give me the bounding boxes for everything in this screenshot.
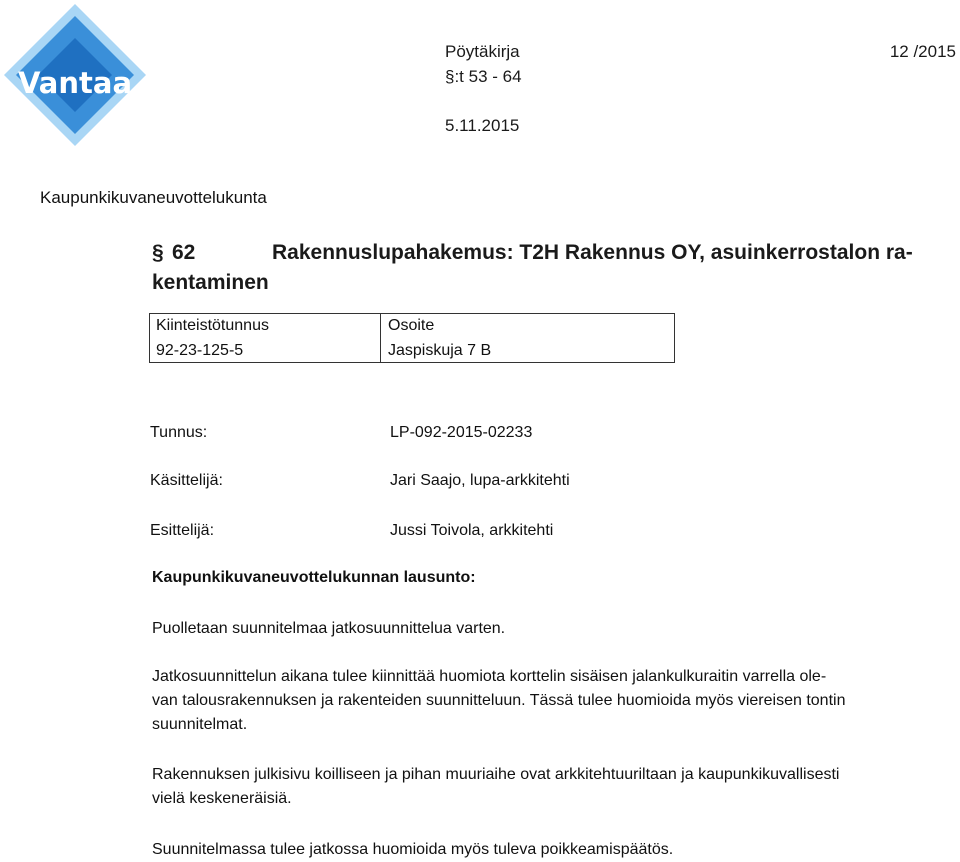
detail-value-handler: Jari Saajo, lupa-arkkitehti [390, 472, 570, 489]
document-date: 5.11.2015 [445, 116, 520, 135]
section-number: 62 [172, 241, 196, 264]
section-title-text: Rakennuslupahakemus: T2H Rakennus OY, asuinkerrostalon ra- [272, 241, 913, 264]
paragraph-line: van talousrakennuksen ja rakenteiden suunnitteluun. Tässä tulee huomioida myös viereisen tontin [152, 692, 846, 709]
paragraph-line: suunnitelmat. [152, 716, 248, 733]
table-cell-address: Jaspiskuja 7 B [388, 342, 492, 359]
table-divider [380, 314, 381, 362]
vantaa-logo [0, 0, 150, 150]
section-symbol: § [152, 241, 164, 264]
statement-paragraph-2 [152, 665, 954, 737]
statement-heading: Kaupunkikuvaneuvottelukunnan lausunto: [152, 569, 476, 586]
paragraph-line: Rakennuksen julkisivu koilliseen ja pihan muuriaihe ovat arkkitehtuuriltaan ja kaupunkikuvallisesti [152, 766, 840, 783]
table-header-address: Osoite [388, 317, 435, 334]
detail-value-presenter: Jussi Toivola, arkkitehti [390, 522, 554, 539]
detail-label-id: Tunnus: [150, 424, 208, 441]
vantaa-logo-icon [0, 0, 150, 150]
section-title [152, 238, 942, 298]
statement-paragraph-3 [152, 763, 954, 811]
statement-paragraph-4 [152, 838, 954, 862]
paragraph-line: vielä keskeneräisiä. [152, 790, 292, 807]
property-table [149, 313, 675, 363]
table-cell-property-id: 92-23-125-5 [156, 342, 244, 359]
statement-paragraph-1 [152, 617, 954, 641]
page-number: 12 /2015 [889, 42, 956, 61]
document-type: Pöytäkirja [445, 42, 520, 61]
paragraph-line: Jatkosuunnittelun aikana tulee kiinnittää huomiota korttelin sisäisen jalankulkuraitin varrella ole- [152, 668, 827, 685]
committee-name: Kaupunkikuvaneuvottelukunta [40, 188, 267, 207]
logo-text: Vantaa [17, 66, 133, 100]
section-range: §:t 53 - 64 [445, 67, 522, 86]
detail-value-id: LP-092-2015-02233 [390, 424, 533, 441]
section-title-continuation: kentaminen [152, 271, 269, 294]
detail-label-handler: Käsittelijä: [150, 472, 223, 489]
paragraph-line: Suunnitelmassa tulee jatkossa huomioida myös tuleva poikkeamispäätös. [152, 841, 674, 858]
table-header-property-id: Kiinteistötunnus [156, 317, 269, 334]
detail-label-presenter: Esittelijä: [150, 522, 215, 539]
paragraph-line: Puolletaan suunnitelmaa jatkosuunnittelua varten. [152, 620, 506, 637]
